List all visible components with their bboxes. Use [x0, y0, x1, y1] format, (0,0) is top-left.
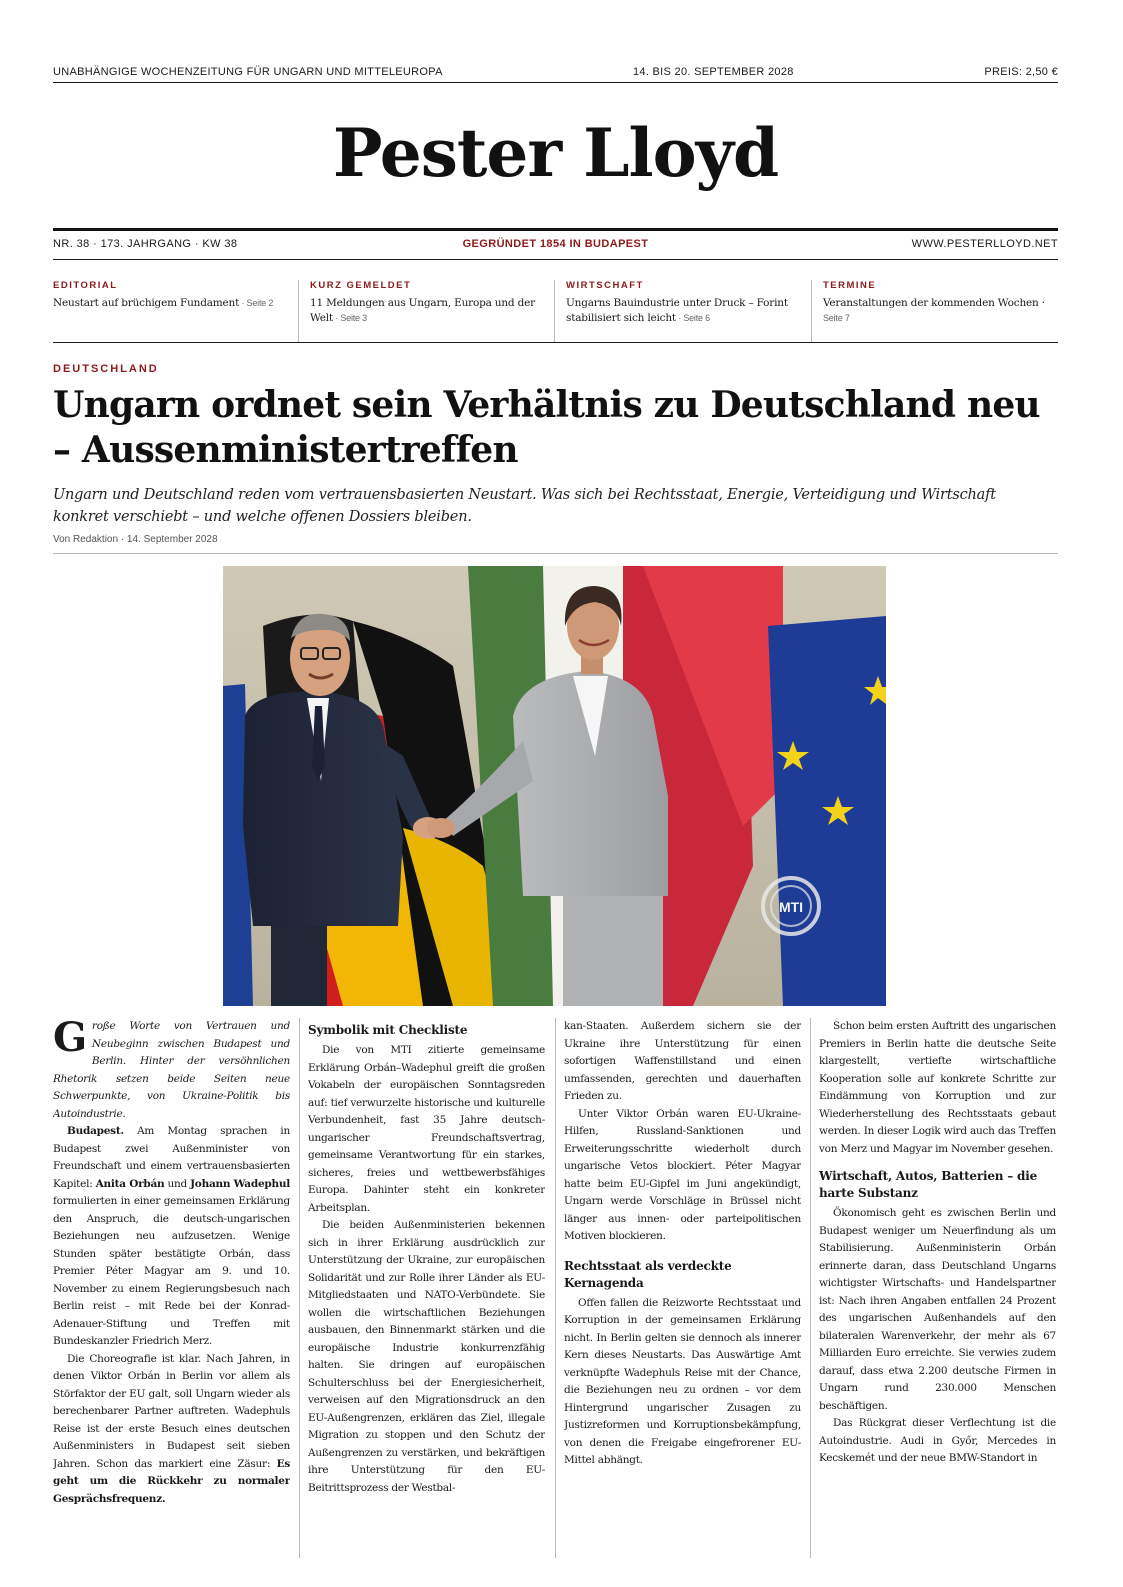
issue-number: NR. 38 · 173. JAHRGANG · KW 38 [53, 238, 238, 250]
teaser-text: 11 Meldungen aus Ungarn, Europa und der Welt [310, 297, 535, 324]
paragraph: Budapest. Am Montag sprachen in Budapest zwei Außenminister von Freundschaft und einem vertrauensbasierten Kapitel: Anita Orbán und Johann Wadephul formulierten in einer gemeinsamen Erklärung den Anspruch, die deutsch-ungarischen Beziehungen neu aufzusetzen. Wenige Stunden später bestätigte Orbán, dass Premier Péter Magyar am 9. und 10. November zu einem Regierungsbesuch nach Berlin reist – mit Rede bei der Konrad-Adenauer-Stiftung und Treffen mit Bundeskanzler Friedrich Merz. [53, 1125, 290, 1347]
column-rule [555, 1018, 556, 1558]
article-column-4 [819, 1018, 1056, 1558]
article-column-1 [53, 1018, 290, 1558]
teaser-text: Veranstaltungen der kommenden Wochen · [823, 297, 1045, 309]
founded-note: GEGRÜNDET 1854 IN BUDAPEST [462, 238, 649, 250]
teaser-page: · Seite 2 [239, 298, 274, 308]
teaser-page: · Seite 3 [332, 313, 367, 323]
divider [53, 342, 1058, 343]
price: PREIS: 2,50 € [984, 66, 1058, 78]
teaser-termine[interactable] [811, 280, 1058, 342]
masthead-rule [53, 228, 1058, 231]
teaser-text: Ungarns Bauindustrie unter Druck – Forint stabilisiert sich leicht [566, 297, 788, 324]
masthead-title: Pester Lloyd [332, 114, 779, 192]
teaser-page: · Seite 6 [675, 313, 710, 323]
teaser-text: Neustart auf brüchigem Fundament [53, 297, 240, 309]
issue-dates: 14. BIS 20. SEPTEMBER 2028 [633, 66, 794, 78]
paragraph: Die beiden Außenministerien bekennen sich in ihrer Erklärung ausdrücklich zur Unterstützung der Ukraine, zur europäischen Solidarität und zur Rolle ihrer Länder als EU-Mitgliedstaaten und NATO-Verbündete. Sie wollen die wirtschaftlichen Beziehungen ausbauen, den Binnenmarkt stärken und die europäische Industrie konkurrenzfähig halten. Sie dringen auf europäischen Schulterschluss bei der Energiesicherheit, verweisen auf den Migrationsdruck an den EU-Außengrenzen, erklären das Ziel, illegale Migration zu stoppen und den Schutz der Außengrenzen zu verstärken, und bekräftigen ihre Unterstützung für den EU-Beitrittsprozess der Westbal- [308, 1219, 545, 1494]
subheading: Rechtsstaat als verdeckte Kernagenda [564, 1258, 732, 1290]
teaser-wirtschaft[interactable] [554, 280, 809, 342]
tagline: UNABHÄNGIGE WOCHENZEITUNG FÜR UNGARN UND MITTELEUROPA [53, 66, 443, 78]
divider [53, 259, 1058, 260]
paragraph: Die Choreografie ist klar. Nach Jahren, in denen Viktor Orbán in Berlin vor allem als Störfaktor der EU galt, soll Ungarn wieder als berechenbarer Partner auftreten. Wadephuls Reise ist der erste Besuch eines deutschen Außenministers in Budapest seit sieben Jahren. Schon das markiert eine Zäsur: Es geht um die Rückkehr zu normaler Gesprächsfrequenz. [53, 1352, 290, 1505]
article-photo [223, 566, 886, 1006]
teaser-section: EDITORIAL [53, 280, 118, 291]
photo-illustration [223, 566, 886, 1006]
article-column-2 [308, 1018, 545, 1558]
teaser-section: TERMINE [823, 280, 877, 291]
website-link[interactable]: WWW.PESTERLLOYD.NET [911, 238, 1058, 250]
article-kicker: DEUTSCHLAND [53, 363, 159, 375]
newspaper-page [53, 0, 1058, 1587]
paragraph: Unter Viktor Orbán waren EU-Ukraine-Hilfen, Russland-Sanktionen und Erweiterungsschritte wiederholt durch ungarische Vetos blockiert. Péter Magyar hatte beim EU-Gipfel im Juni angekündigt, Ungarn werde Vorschläge in Brüssel nicht länger aus innen- oder parteipolitischen Motiven blockieren. [564, 1107, 801, 1242]
drop-cap: G [53, 1018, 87, 1061]
article-deck: Ungarn und Deutschland reden vom vertrauensbasierten Neustart. Was sich bei Rechtsstaat, Energie, Verteidigung und Wirtschaft konkret verschiebt – und welche offenen Dossiers bleiben. [53, 487, 996, 525]
article-lead: roße Worte von Vertrauen und Neubeginn zwischen Budapest und Berlin. Hinter der versöhnlichen Rhetorik setzen beide Seiten neue Schwerpunkte, von Ukraine-Politik bis Autoindustrie. [53, 1020, 290, 1120]
subheading: Wirtschaft, Autos, Batterien – die harte Substanz [819, 1169, 1038, 1200]
paragraph: Das Rückgrat dieser Verflechtung ist die Autoindustrie. Audi in Győr, Mercedes in Kecskemét und der neue BMW-Standort in [819, 1417, 1056, 1464]
paragraph: Schon beim ersten Auftritt des ungarischen Premiers in Berlin hatte die deutsche Seite klargestellt, vertiefte wirtschaftliche Kooperation solle auf konkrete Schritte zur Eindämmung von Korruption und zur Wiederherstellung des Rechtsstaats gebaut werden. In dieser Logik wird auch das Treffen von Merz und Magyar im November gesehen. [819, 1020, 1056, 1155]
photo-watermark: MTI [778, 899, 804, 915]
article-byline: Von Redaktion · 14. September 2028 [53, 534, 218, 545]
teaser-section: WIRTSCHAFT [566, 280, 644, 291]
column-rule [299, 1018, 300, 1558]
divider [53, 82, 1058, 83]
divider [53, 553, 1058, 554]
paragraph: Offen fallen die Reizworte Rechtsstaat und Korruption in der gemeinsamen Erklärung nicht. In Berlin gelten sie dennoch als innerer Kern dieses Neustarts. Das Auswärtige Amt verknüpfte Wadephuls Reise mit der Chance, die Beziehungen neu zu ordnen – vor dem Hintergrund ungarischer Zusagen zu Justizreformen und Korruptionsbekämpfung, von denen die Freigabe eingefrorener EU-Mittel abhängt. [564, 1296, 801, 1466]
teaser-page: Seite 7 [823, 313, 850, 323]
paragraph: Die von MTI zitierte gemeinsame Erklärung Orbán–Wadephul greift die großen Vokabeln der europäischen Sonntagsreden auf: tief verwurzelte historische und kulturelle Verbundenheit, fast 35 Jahre deutsch-ungarischer Freundschaftsvertrag, gemeinsame Verantwortung für ein starkes, sicheres, freies und wettbewerbsfähiges Europa. Dahinter steht ein konkreter Arbeitsplan. [308, 1044, 545, 1214]
teaser-bar [53, 280, 1058, 342]
teaser-editorial[interactable] [53, 280, 293, 342]
paragraph: kan-Staaten. Außerdem sichern sie der Ukraine ihre Unterstützung für einen sofortigen Waffenstillstand und einen umfassenden, gerechten und dauerhaften Frieden zu. [564, 1020, 801, 1102]
article-headline: Ungarn ordnet sein Verhältnis zu Deutschland neu – Aussenministertreffen [53, 384, 1040, 471]
teaser-section: KURZ GEMELDET [310, 280, 412, 291]
subheading: Symbolik mit Checkliste [308, 1023, 468, 1037]
article-column-3 [564, 1018, 801, 1558]
teaser-kurz-gemeldet[interactable] [298, 280, 551, 342]
paragraph: Ökonomisch geht es zwischen Berlin und Budapest weniger um Neuerfindung als um Stabilisierung. Außenministerin Orbán erinnerte daran, dass Deutschland Ungarns wichtigster Wirtschafts- und Handelspartner ist: Nach ihren Angaben entfallen 24 Prozent des ungarischen Außenhandels auf den bilateralen Warenverkehr, der mehr als 67 Milliarden Euro erreichte. Sie verwies zudem darauf, dass etwa 2.200 deutsche Firmen in Ungarn rund 230.000 Menschen beschäftigen. [819, 1207, 1056, 1412]
column-rule [810, 1018, 811, 1558]
